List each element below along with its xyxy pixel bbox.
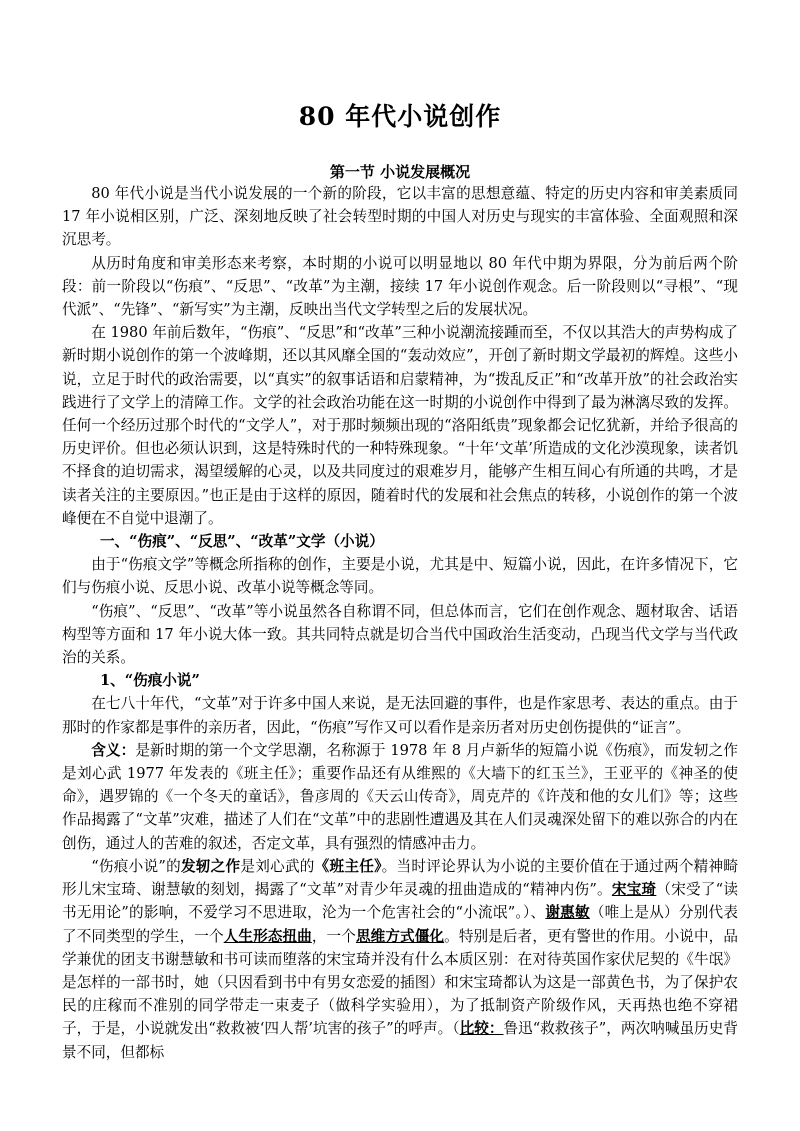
subheading-literature: 一、“伤痕”、“反思”、“改革”文学（小说） [99,533,384,551]
emphasis-compare: 比较： [459,1020,504,1038]
text-run: 鲁迅“救救孩子”，两次呐喊虽历史背景不同，但都标 [62,1020,738,1061]
section-heading: 第一节 小说发展概况 [329,163,471,181]
text-run: （宋受了“读书无用论”的影响，不爱学习不思进取，沦为一个危害社会的“小流氓”。）、 [62,881,738,922]
text-run: 。当时评论界认为小说的主要价值在于通过两个精神畸形儿宋宝琦、谢慧敏的刻划，揭露了“文革”对青少年灵魂的扭曲造成的“精神内伤”。 [62,857,738,899]
emphasis-xie-huimin: 谢惠敏 [545,904,590,922]
paragraph-first-wave: 在 1980 年前后数年，“伤痕”、“反思”和“改革”三种小说潮流接踵而至，不仅以其浩大的声势构成了新时期小说创作的第一个波峰期，还以其风靡全国的“轰动效应”，开创了新时期文学最初的辉煌。这些小说，立足于时代的政治需要，以“真实”的叙事话语和启蒙精神，为“拨乱反正”和“改革开放”的社会政治实践进行了文学上的清障工作。文学的社会政治功能在这一时期的小说创作中得到了最为淋漓尽致的发挥。任何一个经历过那个时代的“文学人”，对于那时频频出现的“洛阳纸贵”现象都会记忆犹新，并给予很高的历史评价。但也必须认识到，这是特殊时代的一种特殊现象。“十年‘文革’所造成的文化沙漠现象，读者饥不择食的迫切需求，渴望缓解的心灵，以及共同度过的艰难岁月，能够产生相互间心有所通的共鸣，才是读者关注的主要原因。”也正是由于这样的原因，随着时代的发展和社会焦点的转移，小说创作的第一个波峰便在不自觉中退潮了。 [62,324,738,527]
text-run: ，一个 [311,927,356,945]
paragraph-seventies: 在七八十年代，“文革”对于许多中国人来说，是无法回避的事件，也是作家思考、表达的重点。由于那时的作家都是事件的亲历者，因此，“伤痕”写作又可以看作是亲历者对历史创伤提供的“证言”。 [62,695,738,736]
text-run: 是刘心武的 [240,857,315,875]
paragraph-head-teacher [62,855,738,1064]
definition-label: 含义： [91,741,136,759]
emphasis-life-form: 人生形态扭曲 [223,927,312,945]
subheading-scar-fiction: 1、“伤痕小说” [99,672,200,690]
text-run: 。特别是后者，更有警世的作用。小说中，品学兼优的团支书谢慧敏和书可读而堕落的宋宝琦并没有什么本质区别：在对待英国作家伏尼契的《牛氓》是怎样的一部书时，她（只因看到书中有男女恋爱的插图）和宋宝琦都认为这是一部黄色书，为了保护农民的庄稼而不准别的同学带走一束麦子（做科学实验用），为了抵制资产阶级作风，天再热也绝不穿裙子，于是，小说就发出“救救被‘四人帮’坑害的孩子”的呼声。（ [62,927,738,1038]
document-body [62,182,738,1064]
emphasis-origin: 发轫之作 [180,857,241,875]
text-run: （唯上是从）分别代表了不同类型的学生，一个 [62,904,738,945]
definition-text: 是新时期的第一个文学思潮，名称源于 1978 年 8 月卢新华的短篇小说《伤痕》，而发轫之作是刘心武 1977 年发表的《班主任》；重要作品还有从维熙的《大墙下的红玉兰》，王亚平的《神圣的使命》，遇罗锦的《一个冬天的童话》，鲁彦周的《天云山传奇》，周克芹的《许茂和他的女儿们》等；这些作品揭露了“文革”灾难，描述了人们在“文革”中的悲剧性遭遇及其在人们灵魂深处留下的难以弥合的内在创伤，通过人的苦难的叙述，否定文革，具有强烈的情感冲击力。 [62,741,738,852]
text-run: “伤痕小说”的 [91,857,181,875]
paragraph-common-traits: “伤痕”、“反思”、“改革”等小说虽然各自称谓不同，但总体而言，它们在创作观念、题材取舍、话语构型等方面和 17 年小说大体一致。其共同特点就是切合当代中国政治生活变动，凸现当代文学与当代政治的关系。 [62,602,738,667]
paragraph-periods: 从历时角度和审美形态来考察，本时期的小说可以明显地以 80 年代中期为界限，分为前后两个阶段：前一阶段以“伤痕”、“反思”、“改革”为主潮，接续 17 年小说创作观念。后一阶段则以“寻根”、“现代派”、“先锋”、“新写实”为主潮，反映出当代文学转型之后的发展状况。 [62,254,738,319]
paragraph-concepts: 由于“伤痕文学”等概念所指称的创作，主要是小说，尤其是中、短篇小说，因此，在许多情况下，它们与伤痕小说、反思小说、改革小说等概念等同。 [62,556,738,597]
emphasis-song-baoqi: 宋宝琦 [611,881,657,899]
emphasis-title: 《班主任》 [314,857,382,875]
paragraph-definition [62,739,738,855]
page-title: 80 年代小说创作 [298,102,502,131]
emphasis-thinking: 思维方式僵化 [355,927,445,945]
paragraph-intro: 80 年代小说是当代小说发展的一个新的阶段，它以丰富的思想意蕴、特定的历史内容和审美素质同 17 年小说相区别，广泛、深刻地反映了社会转型时期的中国人对历史与现实的丰富体验、全面观照和深沉思考。 [62,185,738,249]
